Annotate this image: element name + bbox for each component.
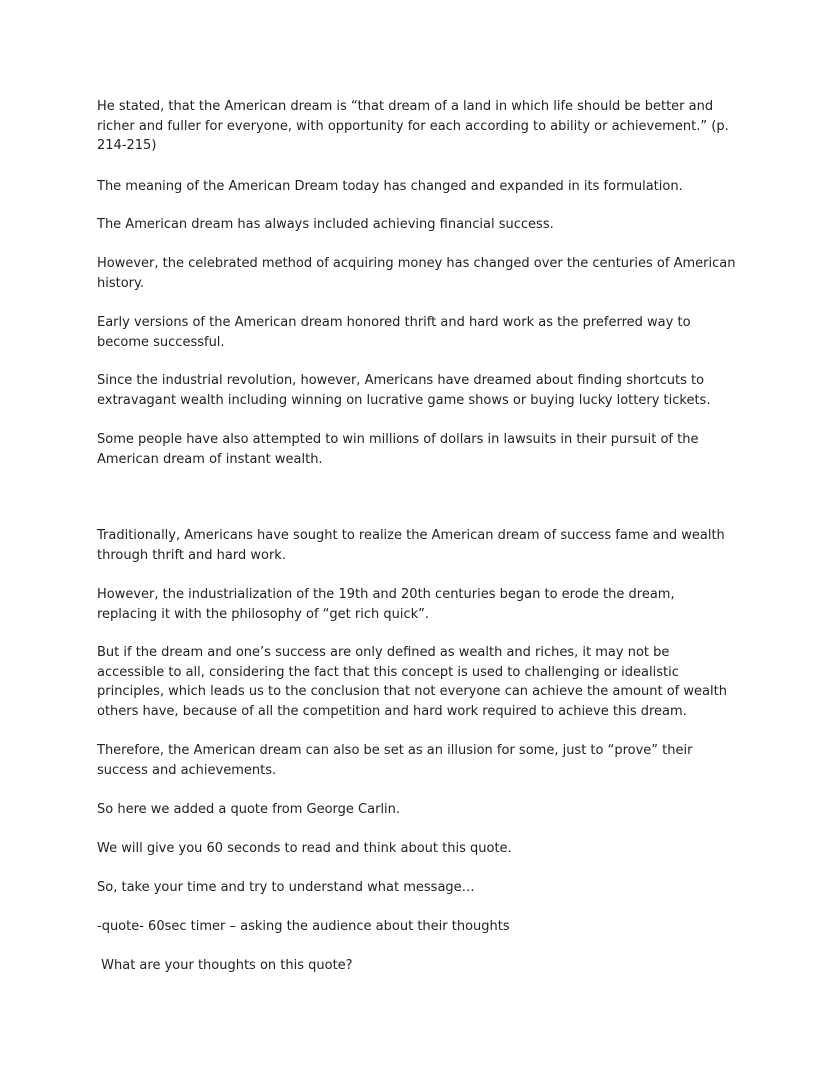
paragraph-industrialization: However, the industrialization of the 19th and 20th centuries began to erode the dream, replacing it with the philosophy of “get rich quick”. [97,587,675,622]
paragraph-60-seconds: We will give you 60 seconds to read and think about this quote. [97,841,512,856]
paragraph-quote-definition: He stated, that the American dream is “that dream of a land in which life should be better and richer and fuller for everyone, with opportunity for each according to ability or achievement.” (p. 214-215) [97,99,729,153]
paragraph-take-your-time: So, take your time and try to understand what message… [97,880,475,895]
paragraph-acquiring-money: However, the celebrated method of acquiring money has changed over the centuries of American history. [97,256,736,291]
paragraph-industrial-revolution: Since the industrial revolution, however, Americans have dreamed about finding shortcuts to extravagant wealth including winning on lucrative game shows or buying lucky lottery tickets. [97,373,711,408]
paragraph-illusion: Therefore, the American dream can also be set as an illusion for some, just to “prove” their success and achievements. [97,743,693,778]
paragraph-lawsuits: Some people have also attempted to win millions of dollars in lawsuits in their pursuit of the American dream of instant wealth. [97,432,699,467]
paragraph-early-versions: Early versions of the American dream honored thrift and hard work as the preferred way to become successful. [97,315,691,350]
paragraph-financial-success: The American dream has always included achieving financial success. [97,217,554,232]
paragraph-traditionally: Traditionally, Americans have sought to realize the American dream of success fame and wealth through thrift and hard work. [97,528,725,563]
paragraph-meaning-today: The meaning of the American Dream today has changed and expanded in its formulation. [97,179,683,194]
paragraph-george-carlin: So here we added a quote from George Carlin. [97,802,401,817]
paragraph-quote-timer-note: -quote- 60sec timer – asking the audience about their thoughts [97,919,510,934]
paragraph-wealth-riches: But if the dream and one’s success are only defined as wealth and riches, it may not be accessible to all, considering the fact that this concept is used to challenging or idealistic principles, which leads us to the conclusion that not everyone can achieve the amount of wealth others have, because of all the competition and hard work required to achieve this dream. [97,645,727,719]
paragraph-thoughts-question: What are your thoughts on this quote? [97,958,353,973]
